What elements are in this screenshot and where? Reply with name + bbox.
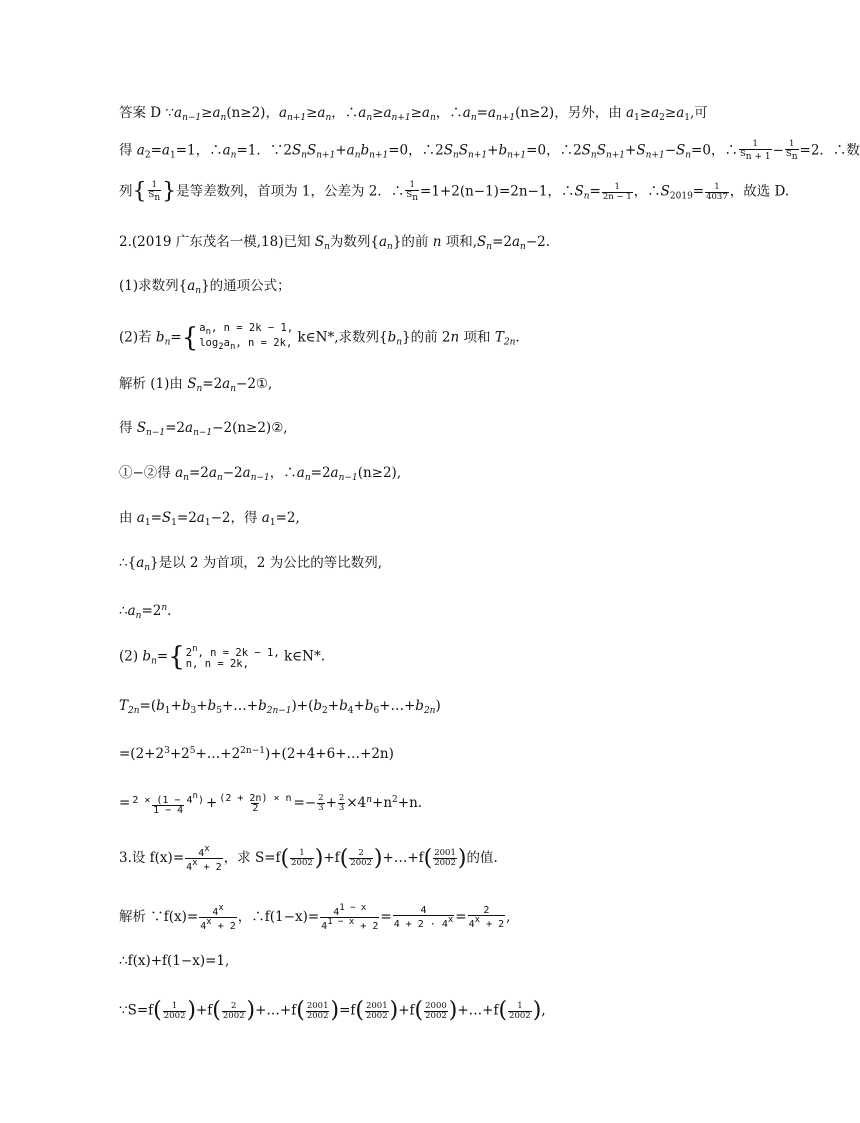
text: −2①, [236,376,273,392]
q1-answer-line-3: 列 { $\frac{1}{S_n}$ } 是等差数列，首项为 1，公差为 2．∴ $\frac{1}{S_n}$ =1+2(n−1)=2n−1，$\therefore S_n=$ $\frac{1}{2n - 1}$ ，$\therefore S_{2019}=$ $\frac{1}{4037}$ ，故选 D. [119,179,790,204]
text: + [327,698,340,714]
text: 2002 [222,1010,245,1021]
text: =(2+2 [119,746,165,762]
text: −2. [525,234,551,250]
text: a [199,322,206,334]
text: ，∴ [331,105,359,121]
q2-part-1: (1)求数列$\{a_n\}$的通项公式； [119,278,291,296]
text: 1 [171,1000,178,1011]
text: 1 − 4 [153,805,184,816]
text: ) [435,698,441,714]
q1-answer-line-1: 答案 D $\because a_{n-1}\ge a_n(n\ge 2)$，$a_{n+1}\ge a_n$，$\therefore a_n\ge a_{n+1}\ge a_n$，$\therefore a_n=a_{n+1}(n\ge 2)$，另外，由 $a_1\ge a_2\ge a_1$,可 [119,105,708,123]
text: + [325,795,337,811]
text: + 2 [480,919,505,930]
text: ≥ [372,105,384,121]
sol3-line-1: 解析 ∵f(x)= $\frac{4^x}{4^x + 2}$ ，∴f(1−x)= $\frac{4^{1 - x}}{4^{1 - x} + 2}$ = $\frac{4}{4 + 2 \cdot 4^x}$ = $\frac{2}{4^x + 2}$ , [119,903,511,932]
text: 由 [119,510,137,526]
text: ①−②得 [119,465,176,481]
text: }的通项公式； [201,278,291,294]
text: 1 − x [327,917,355,927]
text: 1 [517,1000,523,1011]
text: ≥ [639,105,652,121]
text: − [664,142,676,159]
text: + [196,698,208,714]
text: }是以 2 为首项，2 为公比的等比数列, [150,555,382,571]
text: +…+ [379,698,416,714]
text: =1+2(n−1)=2n−1，∴ [420,183,575,200]
text: =2 [310,465,331,481]
sol3-line-2 [119,951,229,971]
text: 2002 [350,858,372,868]
text: 1 − x [339,903,367,913]
text: 解析 (1)由 [119,376,188,392]
text: ∴f(x)+f(1−x)=1, [119,953,230,969]
sol2-line-6: $\therefore a_n=2^n$. [119,603,172,621]
text: 2000 [425,1000,447,1011]
text: ×4 [346,795,367,811]
text: + [170,698,182,714]
text: 2 [483,905,490,916]
text: , [541,1002,546,1019]
text: 4 [333,907,340,918]
text: +…+2 [195,746,241,762]
text: ，∴ [435,105,463,121]
text: =0，∴2 [526,142,582,159]
text: =2 [492,234,512,250]
text: 2 [252,803,259,814]
text: +…+ [221,698,259,714]
text: ∴{ [119,555,137,571]
text: 4 [468,919,475,930]
sol2-line-2: 得 $S_{n-1}=2a_{n-1}-2(n\ge 2)②$, [119,420,288,438]
text: + [353,698,365,714]
text: = [380,909,392,925]
text: ) [197,795,204,806]
text: 得 [119,142,137,159]
text: ，故选 D. [729,183,790,200]
text: ≥ [664,105,677,121]
text: 2.(2019 广东茂名一模,18)已知 [119,234,315,250]
text: 项和 [459,329,495,346]
sol3-line-3: ∵S=f ( $\frac{1}{2002}$ ) +f ( $\frac{2}{2002}$ ) +…+f ( $\frac{2001}{2002}$ ) =f ( $\frac{2001}{2002}$ ) +f ( $\frac{2000}{2002}$ ) +…+f ( $\frac{1}{2002}$ ) , [119,998,546,1023]
text: 4 + 2 · 4 [393,919,448,930]
text: +2 [169,746,190,762]
text: + 2 [211,921,236,932]
text: 4 [198,848,205,859]
text: −2，得 [210,510,262,526]
text: 2002 [306,1010,329,1021]
text: =2 [202,376,223,392]
text: +…+f [457,1002,499,1019]
text: = [150,510,162,526]
text: 为数列{ [329,234,379,250]
text: k∈N*. [283,648,325,665]
text: 2001 [306,1000,329,1011]
text: )+(2+4+6+…+2n) [264,746,394,762]
text: = [156,648,169,665]
text: = [455,909,467,925]
text: =2 [176,510,197,526]
text: 4 [420,905,427,916]
text: )+( [291,698,314,714]
text: ,可 [690,105,708,121]
text: =2 [165,420,186,436]
text: 2 [358,848,364,858]
text: −2 [222,465,243,481]
text: 1 [299,848,305,858]
text: . [167,603,172,619]
text: 3 [318,803,324,813]
text: 得 [119,420,137,436]
text: 的值. [466,850,498,866]
text: + [205,795,218,811]
text: +n [372,795,393,811]
q2-title: 2.(2019 广东茂名一模,18)已知 $S_n$为数列$\{a_n\}$的前 n 项和$,S_n=2a_n-2$. [119,234,551,252]
text: =2, [275,510,300,526]
text: ，∴ [269,465,297,481]
text: +…+f [382,850,424,866]
text: ∴ [119,603,128,619]
text: = [692,183,705,200]
text: 2001 [434,848,456,858]
text: 4 [212,907,219,918]
sol2-line-10: = $\frac{2 \times (1 - 4^n)}{1 - 4}$ + $\frac{(2 + 2n) \times n}{2}$ =− $\frac{2}{3}$ + $\frac{2}{3}$ $\times 4^n+n^2+n$. [119,791,423,816]
text: (2)若 [119,329,156,346]
text: }的前 [392,234,433,250]
text: + 2 [197,862,222,873]
sol2-line-7: (2) $b_n=$ { 2$^n$, n = 2k − 1, n, n = 2k, k∈N*. [119,642,325,672]
text: 答案 D ∵ [119,105,174,121]
sol2-line-9: $=(2+2^3+2^5+\dots+2^{2n-1})+(2+4+6+\dots+2n)$ [119,746,394,762]
text: +f [195,1002,213,1019]
text: =− [293,795,317,811]
text: 项和, [441,234,478,250]
text: (2 + 2n) × n [219,793,292,804]
text: 2 [318,793,324,803]
text: n, n = 2k, [185,658,249,670]
text: 3.设 f(x)= [119,850,185,866]
text: 2002 [163,1010,186,1021]
text: = [150,142,162,159]
text: =0，∴2 [388,142,444,159]
text: ≥ [306,105,318,121]
text: 2001 [365,1000,388,1011]
text: 列 [119,183,133,200]
text: 2002 [509,1010,531,1021]
sol2-line-5: $\therefore\{a_n\}$是以 2 为首项，2 为公比的等比数列, [119,555,382,573]
text: =2．∴数 [799,142,860,159]
text: = [589,183,601,200]
text: 2 [231,1000,237,1011]
q3-title: 3.设 f(x)= $\frac{4^x}{4^x + 2}$ ，求 S=f ( $\frac{1}{2002}$ ) +f ( $\frac{2}{2002}$ ) +…+f ( $\frac{2001}{2002}$ ) 的值. [119,844,498,873]
text: k∈N*,求数列{ [297,329,388,346]
text: , [506,909,511,925]
q1-answer-line-2: 得 $a_2=a_1=1$，$\therefore a_n=1$．$\because 2S_nS_{n+1}+a_nb_{n+1}=0$，$\therefore 2S_nS_{n+1}+b_{n+1}=0$，$\therefore 2S_nS_{n+1}+S_{n+1}-S_n=0$，∴ $\frac{1}{S_{n + 1}}$ − $\frac{1}{S_n}$ =2．∴数 [119,139,860,162]
sol2-line-8: $T_{2n}=(b_1+b_3+b_5+\dots+b_{2n-1})+(b_2+b_4+b_6+\dots+b_{2n})$ [119,698,441,716]
text: , n = 2k, [235,337,293,349]
text: + 2 [354,921,379,932]
text: =0，∴ [691,142,738,159]
text: (n≥2)，另外，由 [515,105,626,121]
text: (2) [119,648,143,665]
q2-part-2: (2)若 $b_n=$ { $a_n$, n = 2k − 1, $\log_2a_n$, n = 2k, k∈N*,求数列$\{b_n\}$的前 2n 项和 $T_{2n}$. [119,322,520,353]
text: = [170,329,182,346]
text: log [199,337,219,349]
text: 4 [321,921,328,932]
text: 解析 ∵f(x)= [119,909,199,925]
text: . [515,329,520,346]
text: }的前 2 [402,329,451,346]
text: =2 [188,465,209,481]
text: ≥ [410,105,422,121]
text: ≥ [201,105,213,121]
text: (n≥2), [357,465,402,481]
sol2-line-1: 解析 (1)由 $S_n=2a_n-2①$, [119,376,273,394]
text: 2 × (1 − 4 [132,795,193,806]
text: +n. [397,795,423,811]
text: , n = 2k − 1, [210,322,294,334]
text: 2002 [425,1010,447,1021]
text: =1，∴ [175,142,223,159]
text: 3 [338,803,345,813]
text: + [487,142,499,159]
text: ，∴ [633,183,661,200]
text: =( [139,698,157,714]
sol2-line-3: ①−②得 $a_n=2a_n-2a_{n-1}$，$\therefore a_n=2a_{n-1}(n\ge 2)$, [119,465,402,483]
text: 2 [338,793,345,803]
text: ∵S=f [119,1002,154,1019]
text: +f [323,850,340,866]
text: =f [339,1002,356,1019]
sol2-line-4: 由 $a_1=S_1=2a_1-2$，得 $a_1=2$, [119,510,300,528]
text: 2002 [365,1010,388,1021]
text: (1)求数列{ [119,278,188,294]
text: −2(n≥2)②, [212,420,288,436]
text: + [625,142,637,159]
text: 4 [186,862,193,873]
text: + [335,142,347,159]
text: 2 [185,647,193,659]
text: (n≥2)， [226,105,279,121]
text: +f [398,1002,415,1019]
text: 2002 [434,858,456,868]
text: ，∴f(1−x)= [237,909,320,925]
text: = [476,105,488,121]
text: , n = 2k − 1, [197,647,280,659]
text: =1．∵2 [236,142,292,159]
text: 4 [200,921,207,932]
text: 2002 [291,858,313,868]
text: +…+f [255,1002,297,1019]
text: =2 [141,603,162,619]
text: ，求 S=f [223,850,281,866]
text: 是等差数列，首项为 1，公差为 2．∴ [176,183,405,200]
